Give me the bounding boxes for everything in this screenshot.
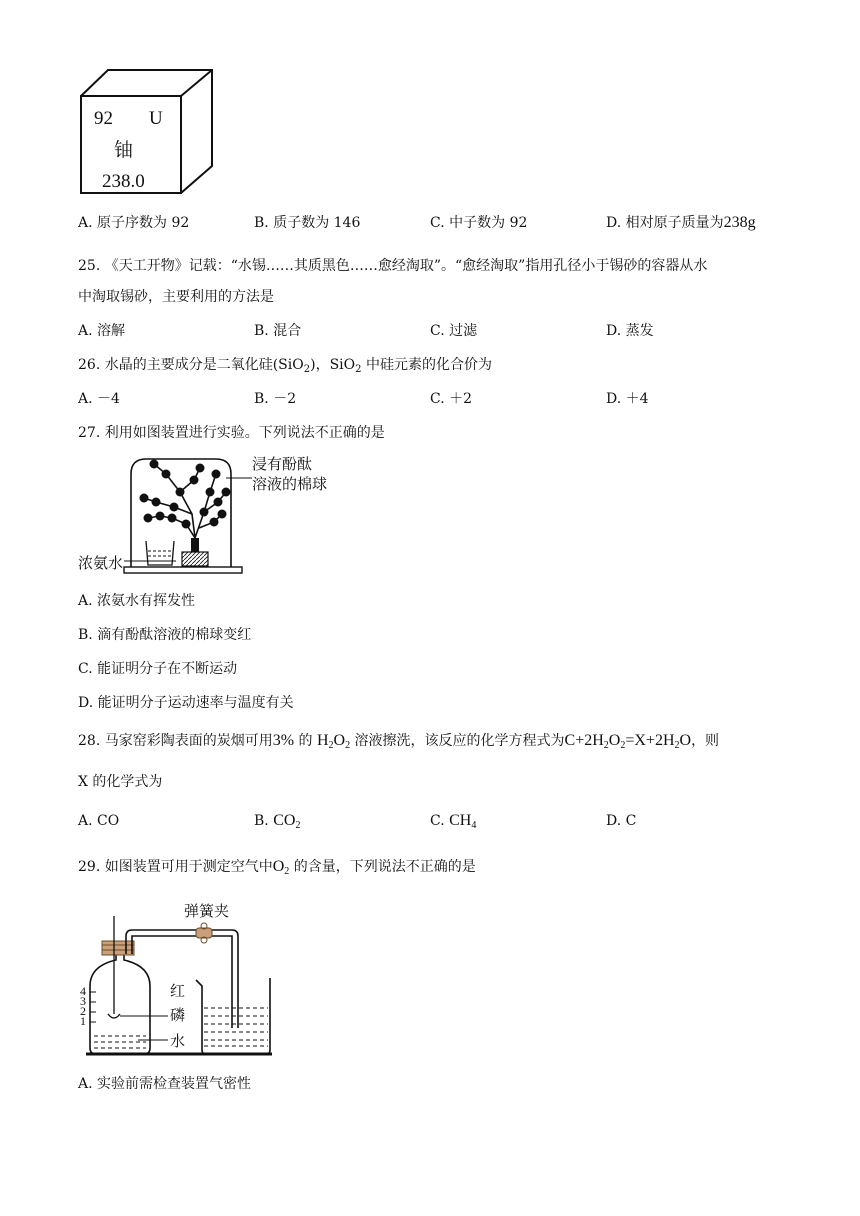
q26-stem-mid: )，SiO <box>310 357 356 373</box>
q28-percent: 3% <box>272 732 295 749</box>
q25-option-c: C. 过滤 <box>430 323 478 339</box>
ammonia-diffusion-apparatus <box>76 452 336 580</box>
q28-option-b: B. $CO_2$ <box>254 812 301 831</box>
q24-option-d <box>606 213 756 233</box>
label-phenolphthalein-cotton-2: 溶液的棉球 <box>252 475 328 493</box>
q25-option-b: B. 混合 <box>254 323 302 339</box>
q29-option-a: A. 实验前需检查装置气密性 <box>78 1076 252 1092</box>
q25-stem-line-2: 中淘取锡砂，主要利用的方法是 <box>78 289 274 305</box>
q26-option-b: B. －2 <box>254 391 297 407</box>
scale-mark-4: 4 <box>80 984 86 998</box>
scale-mark-1: 1 <box>80 1014 86 1028</box>
q24-option-b: B. 质子数为 146 <box>254 215 361 231</box>
q27-option-a: A. 浓氨水有挥发性 <box>78 593 196 609</box>
q27-option-b: B. 滴有酚酞溶液的棉球变红 <box>78 627 252 643</box>
atomic-mass: 238.0 <box>102 171 145 192</box>
q26-subscript-2: 2 <box>355 364 362 375</box>
label-phenolphthalein-cotton-1: 浸有酚酞 <box>252 455 313 473</box>
element-name: 铀 <box>114 140 134 161</box>
q29-oxygen-sub: 2 <box>284 866 290 877</box>
label-concentrated-ammonia: 浓氨水 <box>78 554 124 572</box>
element-symbol: U <box>149 108 163 129</box>
q25-stem-line-1: 25. 《天工开物》记载：“水锡……其质黑色……愈经淘取”。“愈经淘取”指用孔径小于锡砂的容器从水 <box>78 258 708 274</box>
q25-option-a: A. 溶解 <box>78 323 126 339</box>
q28-stem-suffix: ，则 <box>691 733 720 749</box>
q28-option-d: D. C <box>606 813 637 829</box>
uranium-element-card <box>76 66 221 198</box>
label-spring-clip: 弹簧夹 <box>184 902 230 920</box>
q24-option-c: C. 中子数为 92 <box>430 215 528 231</box>
q28-stem-line-2: X 的化学式为 <box>78 774 163 790</box>
oxygen-measurement-apparatus <box>76 896 276 1062</box>
label-red: 红 <box>170 982 186 1000</box>
q28-stem-mid: 溶液擦洗，该反应的化学方程式为 <box>350 733 565 749</box>
q24-option-a: A. 原子序数为 92 <box>78 215 190 231</box>
q26-stem <box>78 355 492 380</box>
q28-option-c: C. $CH_4$ <box>430 812 477 831</box>
q28-stem-line-1 <box>78 731 719 756</box>
q28-stem-prefix: 28. 马家窑彩陶表面的炭烟可用 <box>78 733 273 749</box>
q25-option-d: D. 蒸发 <box>606 323 654 339</box>
label-water: 水 <box>170 1032 186 1050</box>
label-phosphorus: 磷 <box>170 1006 186 1024</box>
q24-option-d-text: D. 相对原子质量为 <box>606 215 724 231</box>
q29-stem-suffix: 的含量，下列说法不正确的是 <box>289 859 476 875</box>
q29-stem-prefix: 29. 如图装置可用于测定空气中 <box>78 859 273 875</box>
q26-stem-prefix: 26. 水晶的主要成分是二氧化硅(SiO <box>78 357 304 373</box>
q28-reagent-formula: $H_2O_2$ <box>316 732 351 751</box>
q28-connector: 的 <box>294 733 317 749</box>
q24-option-d-value: 238g <box>723 214 756 231</box>
scale-mark-3: 3 <box>80 994 86 1008</box>
q26-subscript-1: 2 <box>303 364 311 375</box>
scale-mark-2: 2 <box>80 1004 86 1018</box>
q26-stem-suffix: 中硅元素的化合价为 <box>361 357 492 373</box>
q26-option-c: C. ＋2 <box>430 391 473 407</box>
q27-option-c: C. 能证明分子在不断运动 <box>78 661 238 677</box>
q26-option-d: D. ＋4 <box>606 391 649 407</box>
q29-oxygen: O <box>272 858 285 875</box>
q27-stem: 27. 利用如图装置进行实验。下列说法不正确的是 <box>78 425 385 441</box>
q26-option-a: A. －4 <box>78 391 120 407</box>
atomic-number: 92 <box>94 108 113 129</box>
q28-option-a: A. CO <box>78 813 120 829</box>
q27-option-d: D. 能证明分子运动速率与温度有关 <box>78 695 294 711</box>
q28-equation: $C+2H_2O_2=X+2H_2O$ <box>564 732 692 751</box>
q29-stem <box>78 857 476 882</box>
